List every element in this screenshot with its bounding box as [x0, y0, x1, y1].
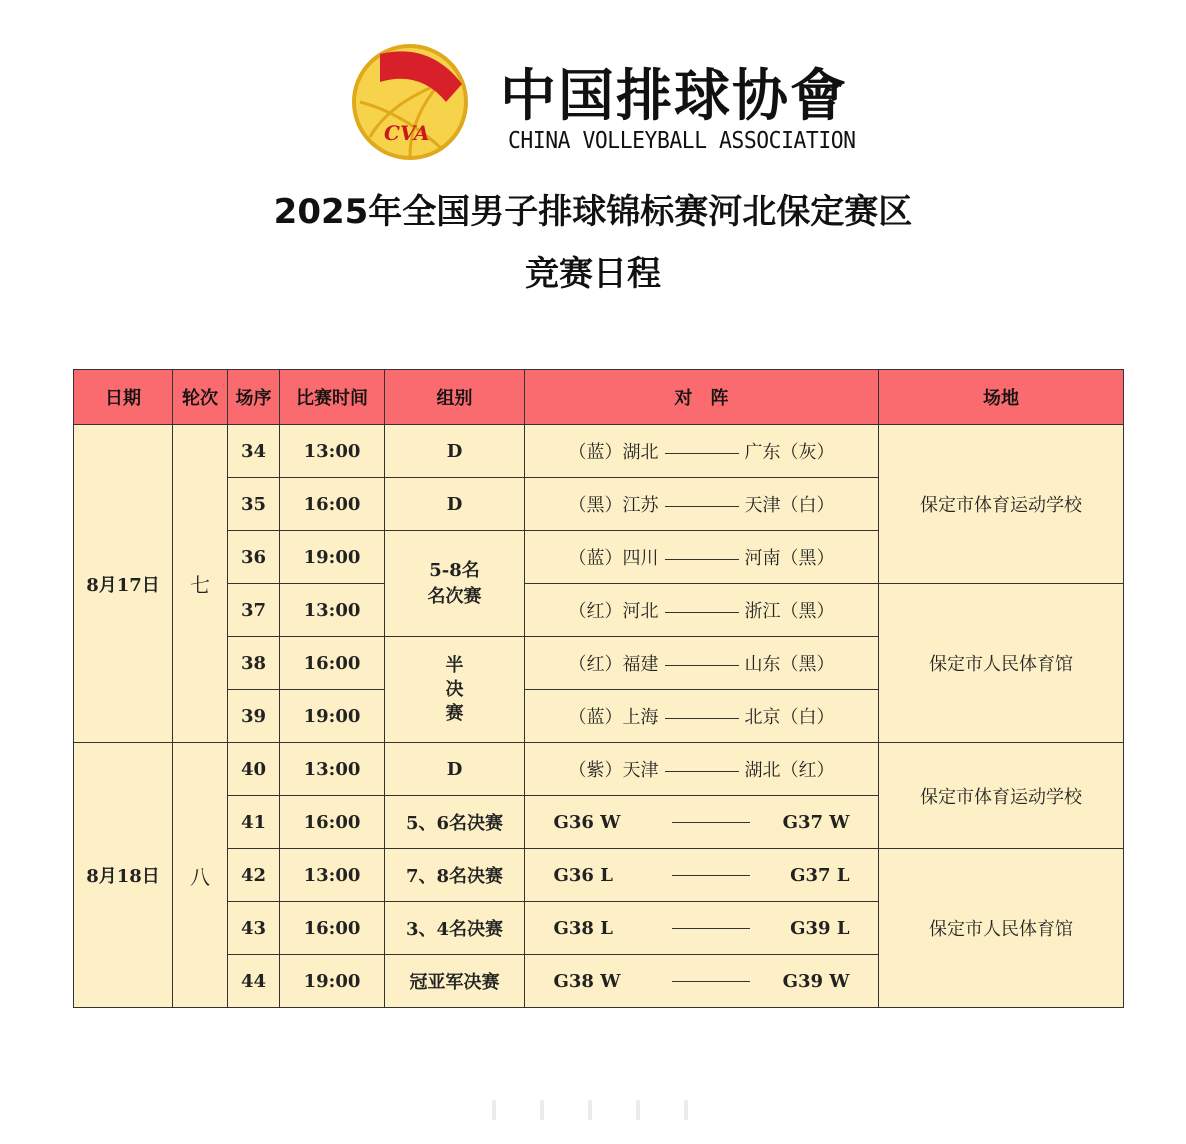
matchup-cell [525, 584, 879, 637]
match-no-cell: 43 [228, 902, 280, 955]
matchup-cell [525, 478, 879, 531]
team-left: （蓝）湖北 [568, 442, 659, 463]
venue-cell: 保定市体育运动学校 [879, 743, 1124, 849]
group-cell: 冠亚军决赛 [385, 955, 525, 1008]
matchup-cell [525, 425, 879, 478]
vs-line [665, 559, 739, 560]
time-cell: 16:00 [280, 796, 385, 849]
time-cell: 16:00 [280, 902, 385, 955]
matchup-cell [525, 849, 879, 902]
matchup-cell [525, 531, 879, 584]
table-row [74, 425, 1124, 478]
group-cell: D [385, 425, 525, 478]
time-cell: 19:00 [280, 955, 385, 1008]
team-left: （紫）天津 [568, 760, 659, 781]
matchup-cell [525, 796, 879, 849]
match-no-cell: 40 [228, 743, 280, 796]
match-no-cell: 44 [228, 955, 280, 1008]
team-right: 湖北（红） [744, 760, 835, 781]
match-no-cell: 35 [228, 478, 280, 531]
match-no-cell: 42 [228, 849, 280, 902]
round-cell: 七 [173, 425, 228, 743]
time-cell: 19:00 [280, 690, 385, 743]
matchup-cell [525, 902, 879, 955]
team-right: G39 W [782, 970, 850, 992]
match-no-cell: 41 [228, 796, 280, 849]
team-left: G38 L [553, 917, 613, 939]
vs-line [665, 665, 739, 666]
vs-line [665, 506, 739, 507]
team-left: G38 W [553, 970, 621, 992]
vs-line [665, 771, 739, 772]
header-match-no: 场序 [228, 370, 280, 425]
group-cell: 5-8名 名次赛 [385, 531, 525, 637]
svg-text:CVA: CVA [384, 121, 430, 145]
team-left: G36 W [553, 811, 621, 833]
watermark-dots [470, 1100, 720, 1124]
table-row [74, 584, 1124, 637]
vs-line [672, 875, 750, 876]
team-left: G36 L [553, 864, 613, 886]
group-cell: D [385, 743, 525, 796]
team-right: 北京（白） [744, 707, 835, 728]
team-left: （红）河北 [568, 601, 659, 622]
matchup-cell [525, 637, 879, 690]
header-venue: 场地 [879, 370, 1124, 425]
matchup-cell [525, 955, 879, 1008]
venue-cell: 保定市人民体育馆 [879, 584, 1124, 743]
group-cell: 5、6名决赛 [385, 796, 525, 849]
vs-line [665, 453, 739, 454]
watermark-mark [684, 1100, 688, 1120]
vs-line [665, 612, 739, 613]
match-no-cell: 36 [228, 531, 280, 584]
header-matchup: 对 阵 [525, 370, 879, 425]
team-right: 天津（白） [744, 495, 835, 516]
team-right: G39 L [790, 917, 850, 939]
team-right: 浙江（黑） [744, 601, 835, 622]
round-cell: 八 [173, 743, 228, 1008]
page-subtitle: 竞赛日程 [525, 254, 661, 294]
team-left: （黑）江苏 [568, 495, 659, 516]
group-cell: 半 决 赛 [385, 637, 525, 743]
cva-logo [350, 42, 856, 162]
team-left: （红）福建 [568, 654, 659, 675]
matchup-cell [525, 743, 879, 796]
team-right: G37 W [782, 811, 850, 833]
team-left: （蓝）四川 [568, 548, 659, 569]
watermark-mark [588, 1100, 592, 1120]
logo-chinese-text: 中国排球协會 [500, 63, 848, 129]
match-no-cell: 38 [228, 637, 280, 690]
team-right: 山东（黑） [744, 654, 835, 675]
header-time: 比赛时间 [280, 370, 385, 425]
team-right: 河南（黑） [744, 548, 835, 569]
matchup-cell [525, 690, 879, 743]
venue-cell: 保定市人民体育馆 [879, 849, 1124, 1008]
group-cell: D [385, 478, 525, 531]
watermark-mark [492, 1100, 496, 1120]
table-row [74, 743, 1124, 796]
vs-line [672, 928, 750, 929]
team-right: G37 L [790, 864, 850, 886]
logo-english-text: CHINA VOLLEYBALL ASSOCIATION [508, 128, 856, 154]
time-cell: 19:00 [280, 531, 385, 584]
time-cell: 16:00 [280, 478, 385, 531]
group-cell: 3、4名决赛 [385, 902, 525, 955]
date-cell: 8月17日 [74, 425, 173, 743]
schedule-table [73, 369, 1124, 1008]
venue-cell: 保定市体育运动学校 [879, 425, 1124, 584]
header-group: 组别 [385, 370, 525, 425]
volleyball-emblem-icon [350, 42, 470, 160]
team-left: （蓝）上海 [568, 707, 659, 728]
watermark-mark [636, 1100, 640, 1120]
group-cell: 7、8名决赛 [385, 849, 525, 902]
table-header-row [74, 370, 1124, 425]
match-no-cell: 37 [228, 584, 280, 637]
team-right: 广东（灰） [744, 442, 835, 463]
header-date: 日期 [74, 370, 173, 425]
watermark-mark [540, 1100, 544, 1120]
time-cell: 13:00 [280, 849, 385, 902]
date-cell: 8月18日 [74, 743, 173, 1008]
vs-line [665, 718, 739, 719]
vs-line [672, 981, 750, 982]
time-cell: 13:00 [280, 425, 385, 478]
time-cell: 16:00 [280, 637, 385, 690]
page-title: 2025年全国男子排球锦标赛河北保定赛区 [273, 192, 913, 232]
match-no-cell: 39 [228, 690, 280, 743]
match-no-cell: 34 [228, 425, 280, 478]
table-row [74, 849, 1124, 902]
time-cell: 13:00 [280, 584, 385, 637]
time-cell: 13:00 [280, 743, 385, 796]
header-round: 轮次 [173, 370, 228, 425]
vs-line [672, 822, 750, 823]
